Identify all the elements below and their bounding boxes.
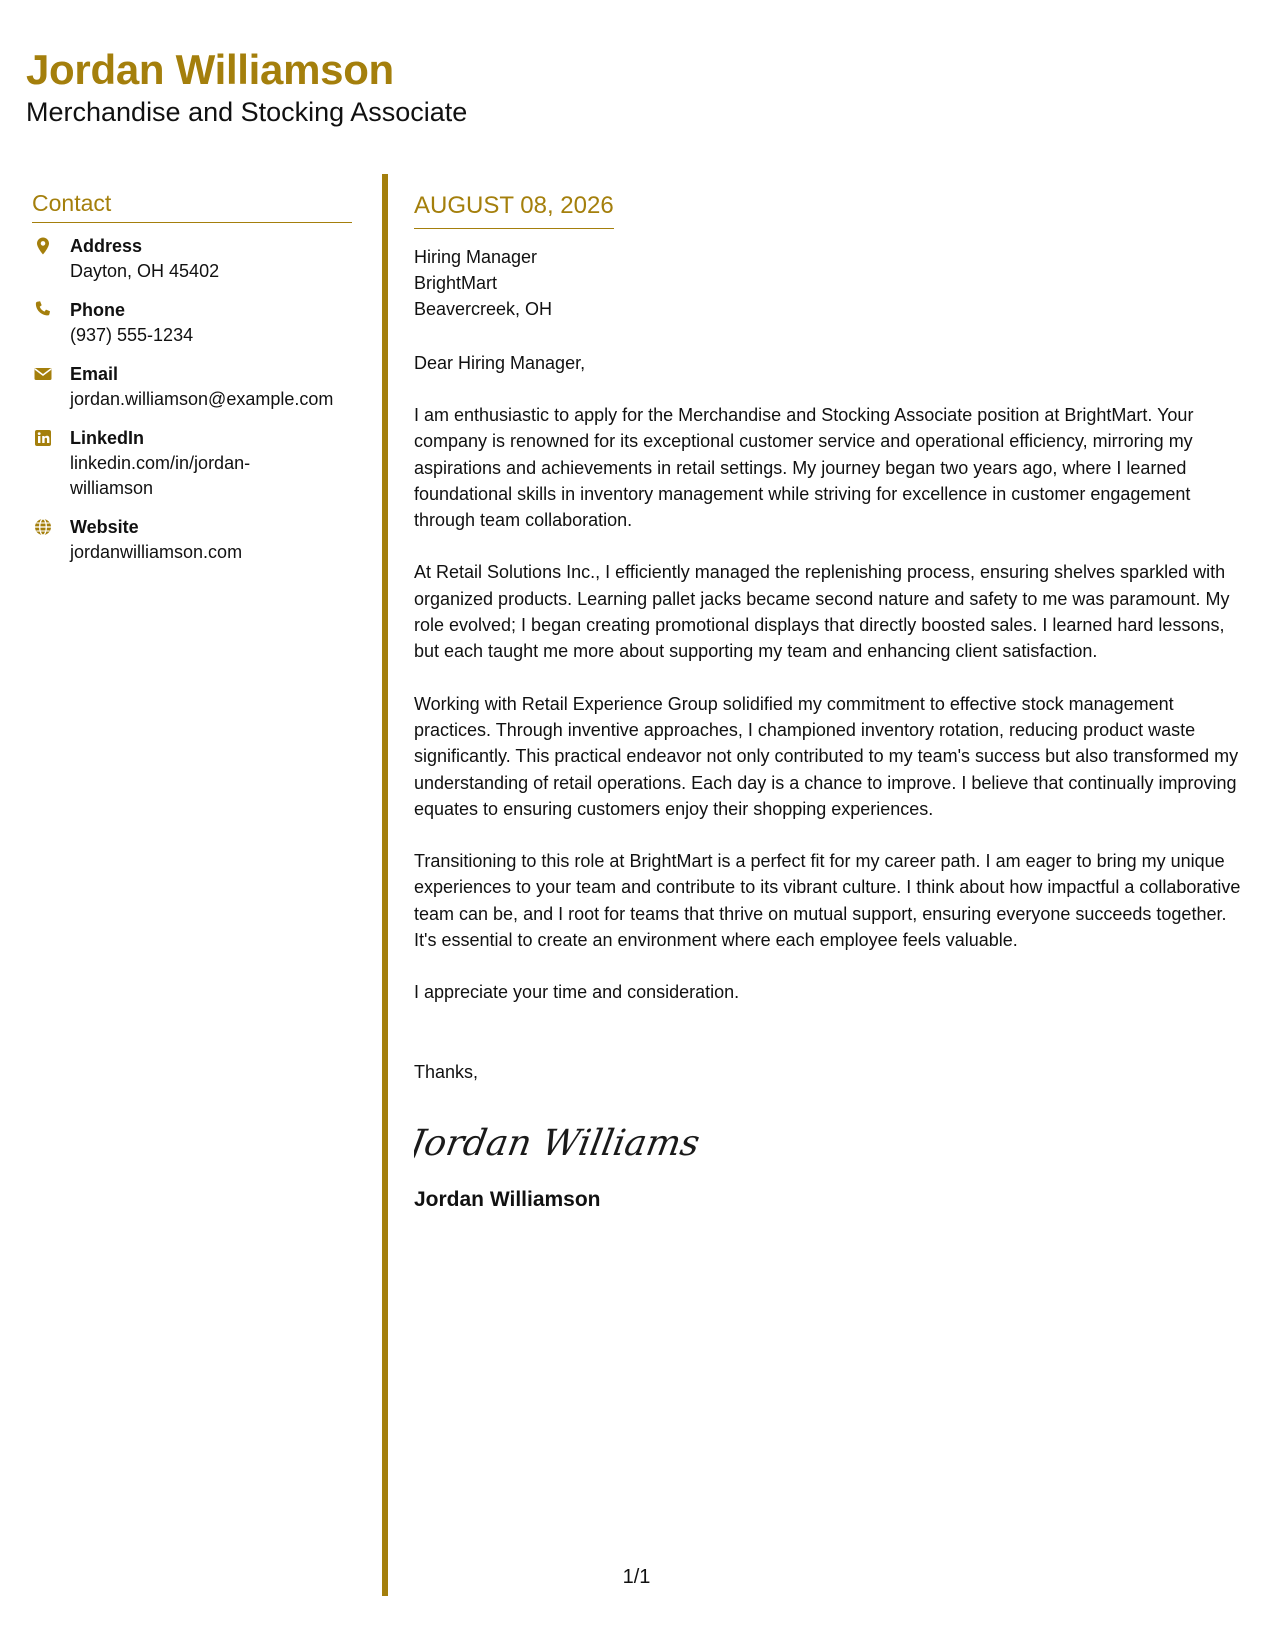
signature-image — [414, 1111, 714, 1167]
recipient-name: Hiring Manager — [414, 247, 538, 267]
column-divider — [382, 174, 388, 1596]
paragraph-5: I appreciate your time and consideration. — [414, 982, 740, 1003]
contact-list — [32, 234, 352, 565]
contact-heading: Contact — [32, 188, 352, 223]
closing: Thanks, — [414, 1061, 479, 1082]
letter-date: AUGUST 08, 2026 — [414, 190, 614, 229]
page-number — [0, 1566, 1275, 1589]
phone-icon — [33, 300, 53, 320]
salutation: Dear Hiring Manager, — [414, 353, 586, 373]
recipient-company: BrightMart — [414, 273, 498, 293]
recipient-location: Beavercreek, OH — [414, 299, 553, 319]
envelope-icon — [33, 364, 53, 384]
contact-item-email — [32, 362, 352, 412]
contact-item-phone — [32, 298, 352, 348]
recipient-block — [414, 244, 1246, 322]
email-label: Email — [70, 364, 119, 384]
contact-sidebar — [32, 188, 352, 579]
phone-label: Phone — [70, 300, 126, 320]
paragraph-3: Working with Retail Experience Group solidified my commitment to effective stock management practices. Through inventive approaches, I championed inventory rotation, reducing product waste significantly. This practical endeavor not only contributed to my team's success but also transformed my understanding of retail operations. Each day is a chance to improve. I believe that continually improving equates to ensuring customers enjoy their shopping experiences. — [414, 693, 1239, 819]
phone-value[interactable]: (937) 555-1234 — [70, 325, 194, 345]
header — [26, 44, 467, 128]
linkedin-label: LinkedIn — [70, 428, 145, 448]
website-value[interactable]: jordanwilliamson.com — [70, 542, 243, 562]
contact-item-linkedin — [32, 426, 352, 501]
letter-body — [414, 190, 1246, 1214]
contact-item-website — [32, 515, 352, 565]
signer-name: Jordan Williamson — [414, 1187, 601, 1211]
address-label: Address — [70, 236, 143, 256]
contact-item-address — [32, 234, 352, 284]
website-label: Website — [70, 517, 139, 537]
linkedin-icon — [33, 428, 53, 448]
globe-icon — [33, 517, 53, 537]
signature-text: Jordan Williams — [414, 1120, 704, 1164]
email-value[interactable]: jordan.williamson@example.com — [70, 389, 334, 409]
paragraph-2: At Retail Solutions Inc., I efficiently managed the replenishing process, ensuring shelves sparkled with organized products. Learning pallet jacks became second nature and safety to me was paramount. My role evolved; I began creating promotional displays that directly boosted sales. I learned hard lessons, but each taught me more about supporting my team and enhancing client satisfaction. — [414, 562, 1230, 662]
map-pin-icon — [33, 236, 53, 256]
page-number-text: 1/1 — [622, 1566, 651, 1588]
job-title: Merchandise and Stocking Associate — [26, 97, 468, 127]
paragraph-1: I am enthusiastic to apply for the Merchandise and Stocking Associate position at BrightMart. Your company is renowned for its exceptional customer service and operational efficiency, mirroring my aspirations and achievements in retail settings. My journey began two years ago, where I learned foundational skills in inventory management while striving for excellence in customer engagement through team collaboration. — [414, 405, 1194, 531]
paragraph-4: Transitioning to this role at BrightMart is a perfect fit for my career path. I am eager to bring my unique experiences to your team and contribute to its vibrant culture. I think about how impactful a collaborative team can be, and I root for teams that thrive on mutual support, ensuring everyone succeeds together. It's essential to create an environment where each employee feels valuable. — [414, 851, 1241, 951]
linkedin-value[interactable]: linkedin.com/in/jordan-williamson — [70, 453, 251, 498]
address-value: Dayton, OH 45402 — [70, 261, 220, 281]
applicant-name: Jordan Williamson — [26, 46, 394, 93]
